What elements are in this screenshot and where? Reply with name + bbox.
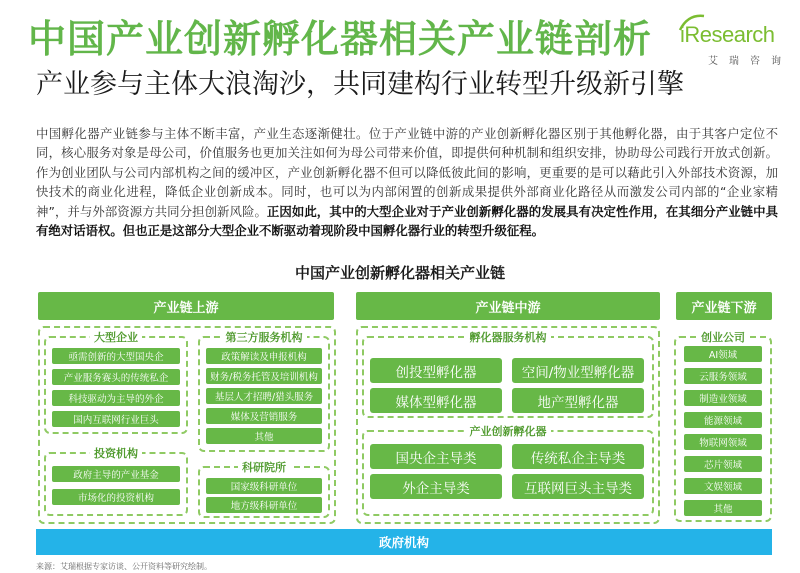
incubator-service-item: 创投型孵化器 bbox=[370, 358, 502, 383]
midstream-header: 产业链中游 bbox=[356, 292, 660, 320]
startup-item: 能源领域 bbox=[684, 412, 762, 428]
downstream-header: 产业链下游 bbox=[676, 292, 772, 320]
industrial-incubator-group bbox=[362, 425, 654, 516]
large-enterprises-group bbox=[44, 331, 188, 434]
startup-item: 物联网领域 bbox=[684, 434, 762, 450]
industrial-incubator-item: 互联网巨头主导类 bbox=[512, 474, 644, 499]
startup-item: AI领域 bbox=[684, 346, 762, 362]
investors-title: 投资机构 bbox=[46, 445, 186, 461]
large-enterprise-item: 亟需创新的大型国央企 bbox=[52, 348, 180, 364]
large-enterprise-item: 产业服务赛头的传统私企 bbox=[52, 369, 180, 385]
research-item: 国家级科研单位 bbox=[206, 478, 322, 494]
large-enterprise-item: 科技驱动为主导的外企 bbox=[52, 390, 180, 406]
government-bar: 政府机构 bbox=[36, 529, 772, 555]
incubator-service-item: 地产型孵化器 bbox=[512, 388, 644, 413]
startups-title: 创业公司 bbox=[676, 329, 770, 345]
incubator-service-item: 媒体型孵化器 bbox=[370, 388, 502, 413]
large-enterprise-item: 国内互联网行业巨头 bbox=[52, 411, 180, 427]
third-party-item: 基层人才招聘/猎头服务 bbox=[206, 388, 322, 404]
page-title: 中国产业创新孵化器相关产业链剖析 bbox=[28, 17, 653, 61]
source-note: 来源：艾瑞根据专家访谈、公开资料等研究绘制。 bbox=[36, 562, 212, 571]
third-party-item: 财务/税务托管及培训机构 bbox=[206, 368, 322, 384]
page-subtitle: 产业参与主体大浪淘沙，共同建构行业转型升级新引擎 bbox=[36, 69, 684, 100]
investor-item: 政府主导的产业基金 bbox=[52, 466, 180, 482]
iresearch-logo bbox=[680, 22, 792, 72]
research-group bbox=[198, 461, 330, 518]
paragraph-bold: 正因如此，其中的大型企业对于产业创新孵化器的发展具有决定性作用，在其细分产业链中具有绝对话语权。但也正是这部分大型企业不断驱动着现阶段中国孵化器行业的转型升级征程。 bbox=[36, 203, 779, 239]
large-enterprises-title: 大型企业 bbox=[46, 329, 186, 345]
incubator-service-title: 孵化器服务机构 bbox=[364, 329, 652, 345]
research-item: 地方级科研单位 bbox=[206, 497, 322, 513]
third-party-item: 其他 bbox=[206, 428, 322, 444]
paragraph-normal: 中国孵化器产业链参与主体不断丰富，产业生态逐渐健壮。位于产业链中游的产业创新孵化器区别于其他孵化器，由于其客户定位不同，核心服务对象是母公司，价值服务也更加关注如何为母公司带来价值，即提供何种机制和组织安排，协助母公司践行开放式创新。作为创业团队与公司内部机构之间的缓冲区，产业创新孵化器不但可以降低彼此间的影响，更重要的是可以藉此引入外部技术资源，加快技术的商业化进程，降低企业创新成本。同时，也可以为内部闲置的创新成果提供外部商业化路径从而激发公司内部的“企业家精神”，并与外部资源方共同分担创新风险。 bbox=[36, 126, 778, 219]
startup-item: 文娱领域 bbox=[684, 478, 762, 494]
startup-item: 云服务领域 bbox=[684, 368, 762, 384]
logo-wordmark: iResearch bbox=[680, 22, 775, 47]
industrial-incubator-title: 产业创新孵化器 bbox=[364, 423, 652, 439]
investors-group bbox=[44, 447, 188, 516]
startup-item: 制造业领域 bbox=[684, 390, 762, 406]
third-party-group bbox=[198, 331, 330, 452]
startup-item: 芯片领域 bbox=[684, 456, 762, 472]
third-party-item: 媒体及营销服务 bbox=[206, 408, 322, 424]
incubator-service-group bbox=[362, 331, 654, 418]
logo-subtext: 艾瑞咨询 bbox=[708, 56, 792, 67]
upstream-header: 产业链上游 bbox=[38, 292, 334, 320]
startup-item: 其他 bbox=[684, 500, 762, 516]
diagram-title: 中国产业创新孵化器相关产业链 bbox=[294, 264, 505, 282]
startups-group bbox=[674, 331, 772, 522]
investor-item: 市场化的投资机构 bbox=[52, 489, 180, 505]
intro-paragraph bbox=[36, 124, 778, 240]
third-party-item: 政策解读及申报机构 bbox=[206, 348, 322, 364]
incubator-service-item: 空间/物业型孵化器 bbox=[512, 358, 644, 383]
third-party-title: 第三方服务机构 bbox=[200, 329, 328, 345]
industrial-incubator-item: 传统私企主导类 bbox=[512, 444, 644, 469]
industrial-incubator-item: 国央企主导类 bbox=[370, 444, 502, 469]
industrial-incubator-item: 外企主导类 bbox=[370, 474, 502, 499]
research-title: 科研院所 bbox=[200, 459, 328, 475]
